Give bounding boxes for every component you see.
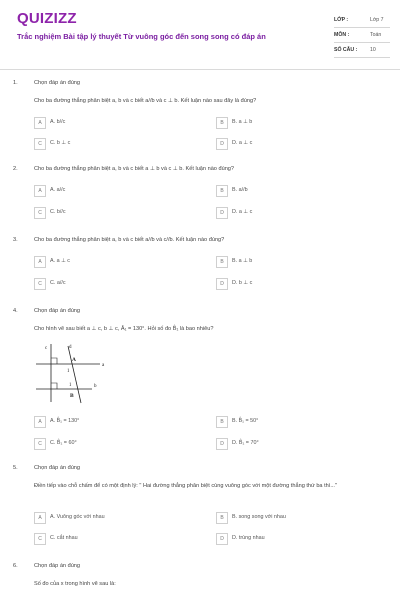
option-letter-box: D (216, 278, 228, 290)
worksheet-meta (334, 13, 390, 58)
option-b[interactable] (216, 512, 386, 524)
option-letter-box: C (34, 438, 46, 450)
option-letter-box: B (216, 512, 228, 524)
question-text: Số đo của x trong hình vẽ sau là: (34, 581, 116, 587)
meta-value: 10 (370, 47, 376, 53)
option-label: B. song song với nhau (232, 514, 286, 520)
meta-row-count (334, 43, 390, 58)
label-point-a: A (72, 357, 76, 363)
label-c: c (45, 346, 48, 351)
right-angle-mark-b (51, 383, 57, 389)
option-d[interactable] (216, 138, 386, 150)
question-heading: Chọn đáp án đúng (34, 308, 81, 314)
question-number: 5. (13, 465, 18, 471)
option-b[interactable] (216, 185, 386, 197)
meta-value: Lớp 7 (370, 17, 384, 23)
geometry-figure (32, 342, 122, 406)
option-label: B. a ⊥ b (232, 258, 253, 264)
question-text: Cho ba đường thẳng phân biệt a, b và c biết a//b và c ⊥ b. Kết luận nào sau đây là đúng? (34, 98, 257, 104)
option-c[interactable] (34, 533, 204, 545)
option-label: A. a ⊥ c (50, 258, 70, 264)
question-1 (0, 80, 400, 160)
worksheet-title: Trắc nghiệm Bài tập lý thuyết Từ vuông góc đến song song có đáp án (17, 32, 266, 41)
option-label: C. cắt nhau (50, 535, 78, 541)
question-heading: Chọn đáp án đúng (34, 465, 81, 471)
option-letter-box: A (34, 416, 46, 428)
question-text: Điền tiếp vào chỗ chấm để có một định lý: " Hai đường thẳng phân biệt cùng vuông góc với một đường thẳng thứ ba thì..." (34, 483, 337, 489)
question-number: 3. (13, 237, 18, 243)
option-letter-box: A (34, 256, 46, 268)
option-letter-box: A (34, 512, 46, 524)
option-label: A. Vuông góc với nhau (50, 514, 105, 520)
question-number: 2. (13, 166, 18, 172)
option-letter-box: C (34, 533, 46, 545)
option-a[interactable] (34, 416, 204, 428)
option-label: B. B̂₁ = 50° (232, 418, 259, 424)
worksheet-header (0, 0, 400, 62)
option-letter-box: B (216, 185, 228, 197)
option-c[interactable] (34, 138, 204, 150)
question-heading: Chọn đáp án đúng (34, 563, 81, 569)
option-d[interactable] (216, 533, 386, 545)
label-d: d (69, 345, 72, 350)
option-letter-box: D (216, 207, 228, 219)
option-a[interactable] (34, 117, 204, 129)
option-b[interactable] (216, 117, 386, 129)
option-a[interactable] (34, 256, 204, 268)
option-letter-box: D (216, 438, 228, 450)
option-label: D. trùng nhau (232, 535, 265, 541)
option-label: A. B̂₁ = 130° (50, 418, 80, 424)
option-a[interactable] (34, 512, 204, 524)
label-a: a (102, 363, 105, 368)
option-letter-box: D (216, 533, 228, 545)
question-heading: Chọn đáp án đúng (34, 80, 81, 86)
label-b: b (94, 384, 97, 389)
label-point-b: B (70, 393, 74, 399)
option-letter-box: B (216, 117, 228, 129)
option-c[interactable] (34, 438, 204, 450)
question-number: 6. (13, 563, 18, 569)
meta-row-subject (334, 28, 390, 43)
option-letter-box: A (34, 185, 46, 197)
option-letter-box: C (34, 138, 46, 150)
meta-label: LỚP : (334, 17, 349, 23)
option-a[interactable] (34, 185, 204, 197)
option-c[interactable] (34, 278, 204, 290)
option-letter-box: B (216, 416, 228, 428)
header-divider (0, 69, 400, 70)
option-letter-box: B (216, 256, 228, 268)
meta-label: SỐ CÂU : (334, 47, 358, 53)
quizizz-logo: QUIZIZZ (17, 10, 77, 27)
option-label: D. a ⊥ c (232, 209, 253, 215)
question-heading: Cho ba đường thẳng phân biệt a, b và c biết a//b và c//b. Kết luận nào đúng? (34, 237, 225, 243)
option-label: D. b ⊥ c (232, 280, 253, 286)
question-4 (0, 308, 400, 460)
label-angle-a1: 1 (67, 369, 70, 374)
option-label: D. B̂₁ = 70° (232, 440, 259, 446)
option-letter-box: C (34, 207, 46, 219)
option-label: B. a ⊥ b (232, 119, 253, 125)
option-label: A. b//c (50, 119, 66, 125)
question-3 (0, 237, 400, 299)
option-b[interactable] (216, 416, 386, 428)
option-label: C. a//c (50, 280, 66, 286)
meta-value: Toán (370, 32, 382, 38)
option-d[interactable] (216, 207, 386, 219)
meta-label: MÔN : (334, 32, 350, 38)
option-c[interactable] (34, 207, 204, 219)
question-5 (0, 465, 400, 553)
option-label: D. a ⊥ c (232, 140, 253, 146)
meta-row-class (334, 13, 390, 28)
option-letter-box: A (34, 117, 46, 129)
option-label: C. b ⊥ c (50, 140, 71, 146)
option-label: B. a//b (232, 187, 248, 193)
option-label: C. b//c (50, 209, 66, 215)
option-b[interactable] (216, 256, 386, 268)
option-label: C. B̂₁ = 60° (50, 440, 77, 446)
label-angle-b1: 1 (69, 383, 72, 388)
question-6 (0, 563, 400, 599)
question-number: 4. (13, 308, 18, 314)
option-letter-box: D (216, 138, 228, 150)
question-heading: Cho ba đường thẳng phân biệt a, b và c biết a ⊥ b và c ⊥ b. Kết luận nào đúng? (34, 166, 235, 172)
option-letter-box: C (34, 278, 46, 290)
option-d[interactable] (216, 438, 386, 450)
option-label: A. a//c (50, 187, 66, 193)
question-2 (0, 166, 400, 228)
right-angle-mark-a (51, 358, 57, 364)
question-text: Cho hình vẽ sau biết a ⊥ c, b ⊥ c, Â₁ = 130°. Hỏi số đo B̂₁ là bao nhiêu? (34, 326, 214, 332)
question-number: 1. (13, 80, 18, 86)
option-d[interactable] (216, 278, 386, 290)
